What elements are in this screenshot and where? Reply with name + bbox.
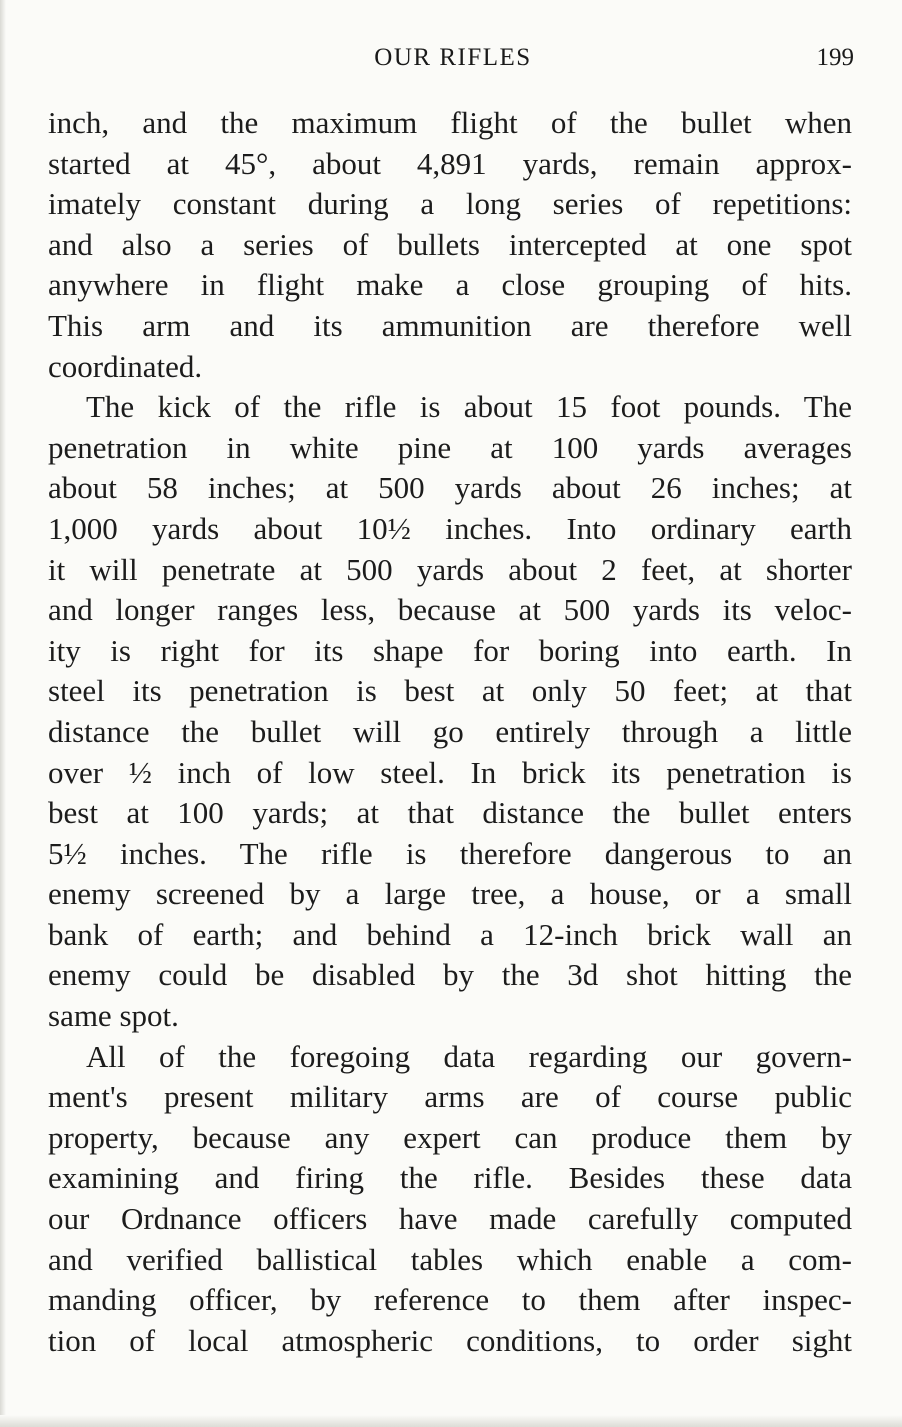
text-line: penetration in white pine at 100 yards averages xyxy=(48,429,852,465)
text-line: coordinated. xyxy=(48,348,203,384)
text-line: best at 100 yards; at that distance the bullet enters xyxy=(48,795,852,831)
text-line: property, because any expert can produce them by xyxy=(48,1119,852,1155)
text-line: examining and firing the rifle. Besides these data xyxy=(48,1160,852,1196)
running-title: OUR RIFLES xyxy=(374,44,532,71)
paragraph-3 xyxy=(48,1037,852,1362)
text-line: imately constant during a long series of repetitions: xyxy=(48,186,852,222)
text-line: inch, and the maximum flight of the bullet when xyxy=(48,105,852,140)
page-number: 199 xyxy=(816,44,854,71)
paragraph-1 xyxy=(48,103,852,387)
text-line: same spot. xyxy=(48,998,179,1034)
text-line: and verified ballistical tables which enable a com- xyxy=(48,1241,852,1277)
text-line: and longer ranges less, because at 500 yards its veloc- xyxy=(48,592,852,628)
text-line: All of the foregoing data regarding our govern- xyxy=(86,1038,852,1074)
text-line: 5½ inches. The rifle is therefore dangerous to an xyxy=(48,835,852,871)
running-head xyxy=(52,44,854,84)
text-line: bank of earth; and behind a 12-inch brick wall an xyxy=(48,916,852,952)
text-line: ity is right for its shape for boring into earth. In xyxy=(48,632,852,668)
text-line: enemy screened by a large tree, a house, or a small xyxy=(48,876,852,912)
paragraph-2 xyxy=(48,387,852,1037)
text-line: manding officer, by reference to them after inspec- xyxy=(48,1282,852,1318)
page-bottom-shadow xyxy=(0,1415,902,1427)
text-line: The kick of the rifle is about 15 foot pounds. The xyxy=(86,389,852,425)
text-line: tion of local atmospheric conditions, to order sight xyxy=(48,1322,852,1358)
text-line: steel its penetration is best at only 50 feet; at that xyxy=(48,673,852,709)
page-gutter-shadow xyxy=(0,0,6,1427)
text-line: anywhere in flight make a close grouping of hits. xyxy=(48,267,852,303)
text-line: started at 45°, about 4,891 yards, remain approx- xyxy=(48,145,852,181)
body-text xyxy=(48,103,852,1361)
text-line: and also a series of bullets intercepted at one spot xyxy=(48,226,852,262)
text-line: enemy could be disabled by the 3d shot hitting the xyxy=(48,957,852,993)
text-line: ment's present military arms are of course public xyxy=(48,1079,852,1115)
text-line: over ½ inch of low steel. In brick its penetration is xyxy=(48,754,852,790)
text-line: about 58 inches; at 500 yards about 26 inches; at xyxy=(48,470,852,506)
text-line: distance the bullet will go entirely through a little xyxy=(48,713,852,749)
text-line: 1,000 yards about 10½ inches. Into ordinary earth xyxy=(48,510,852,546)
text-line: our Ordnance officers have made carefully computed xyxy=(48,1201,852,1237)
text-line: This arm and its ammunition are therefore well xyxy=(48,307,852,343)
text-line: it will penetrate at 500 yards about 2 feet, at shorter xyxy=(48,551,852,587)
